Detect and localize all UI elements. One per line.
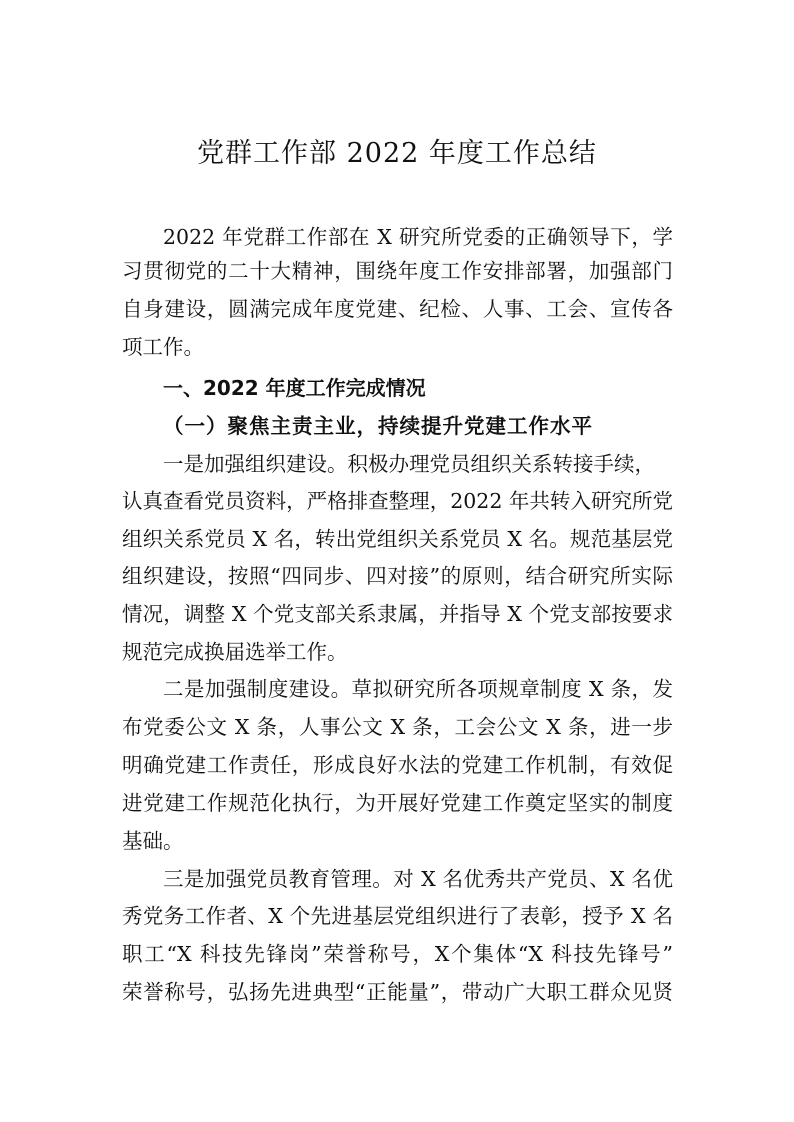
para1-line-2: 认真查看党员资料，严格排查整理，2022 年共转入研究所党 [122,489,673,513]
para3-line-4: 荣誉称号，弘扬先进典型“正能量”，带动广大职工群众见贤 [122,980,673,1004]
document-title: 党群工作部 2022 年度工作总结 [197,138,597,169]
para2-line-2: 布党委公文 X 条，人事公文 X 条，工会公文 X 条，进一步 [122,715,673,739]
para3-line-1: 三是加强党员教育管理。对 X 名优秀共产党员、X 名优 [163,867,673,891]
para3-line-3: 职工“X 科技先锋岗”荣誉称号，X个集体“X 科技先锋号” [122,942,673,966]
intro-line-1: 2022 年党群工作部在 X 研究所党委的正确领导下，学 [163,225,673,249]
para3-line-2: 秀党务工作者、X 个先进基层党组织进行了表彰，授予 X 名 [122,904,673,928]
intro-line-3: 自身建设，圆满完成年度党建、纪检、人事、工会、宣传各 [122,297,673,321]
para2-line-4: 进党建工作规范化执行，为开展好党建工作奠定坚实的制度 [122,791,673,815]
subsection-heading: （一）聚焦主责主业，持续提升党建工作水平 [163,414,593,438]
para1-line-3: 组织关系党员 X 名，转出党组织关系党员 X 名。规范基层党 [122,527,673,551]
para1-line-4: 组织建设，按照“四同步、四对接”的原则，结合研究所实际 [122,564,673,588]
para1-line-5: 情况，调整 X 个党支部关系隶属，并指导 X 个党支部按要求 [122,602,673,626]
para1-line-1: 一是加强组织建设。积极办理党员组织关系转接手续， [163,452,655,476]
intro-line-4: 项工作。 [122,335,204,359]
para2-line-3: 明确党建工作责任，形成良好水法的党建工作机制，有效促 [122,753,673,777]
para1-line-6: 规范完成换届选举工作。 [122,640,348,664]
section-heading: 一、2022 年度工作完成情况 [163,376,426,400]
para2-line-1: 二是加强制度建设。草拟研究所各项规章制度 X 条，发 [163,677,673,701]
para2-line-5: 基础。 [122,829,184,853]
intro-line-2: 习贯彻党的二十大精神，围绕年度工作安排部署，加强部门 [122,259,673,283]
